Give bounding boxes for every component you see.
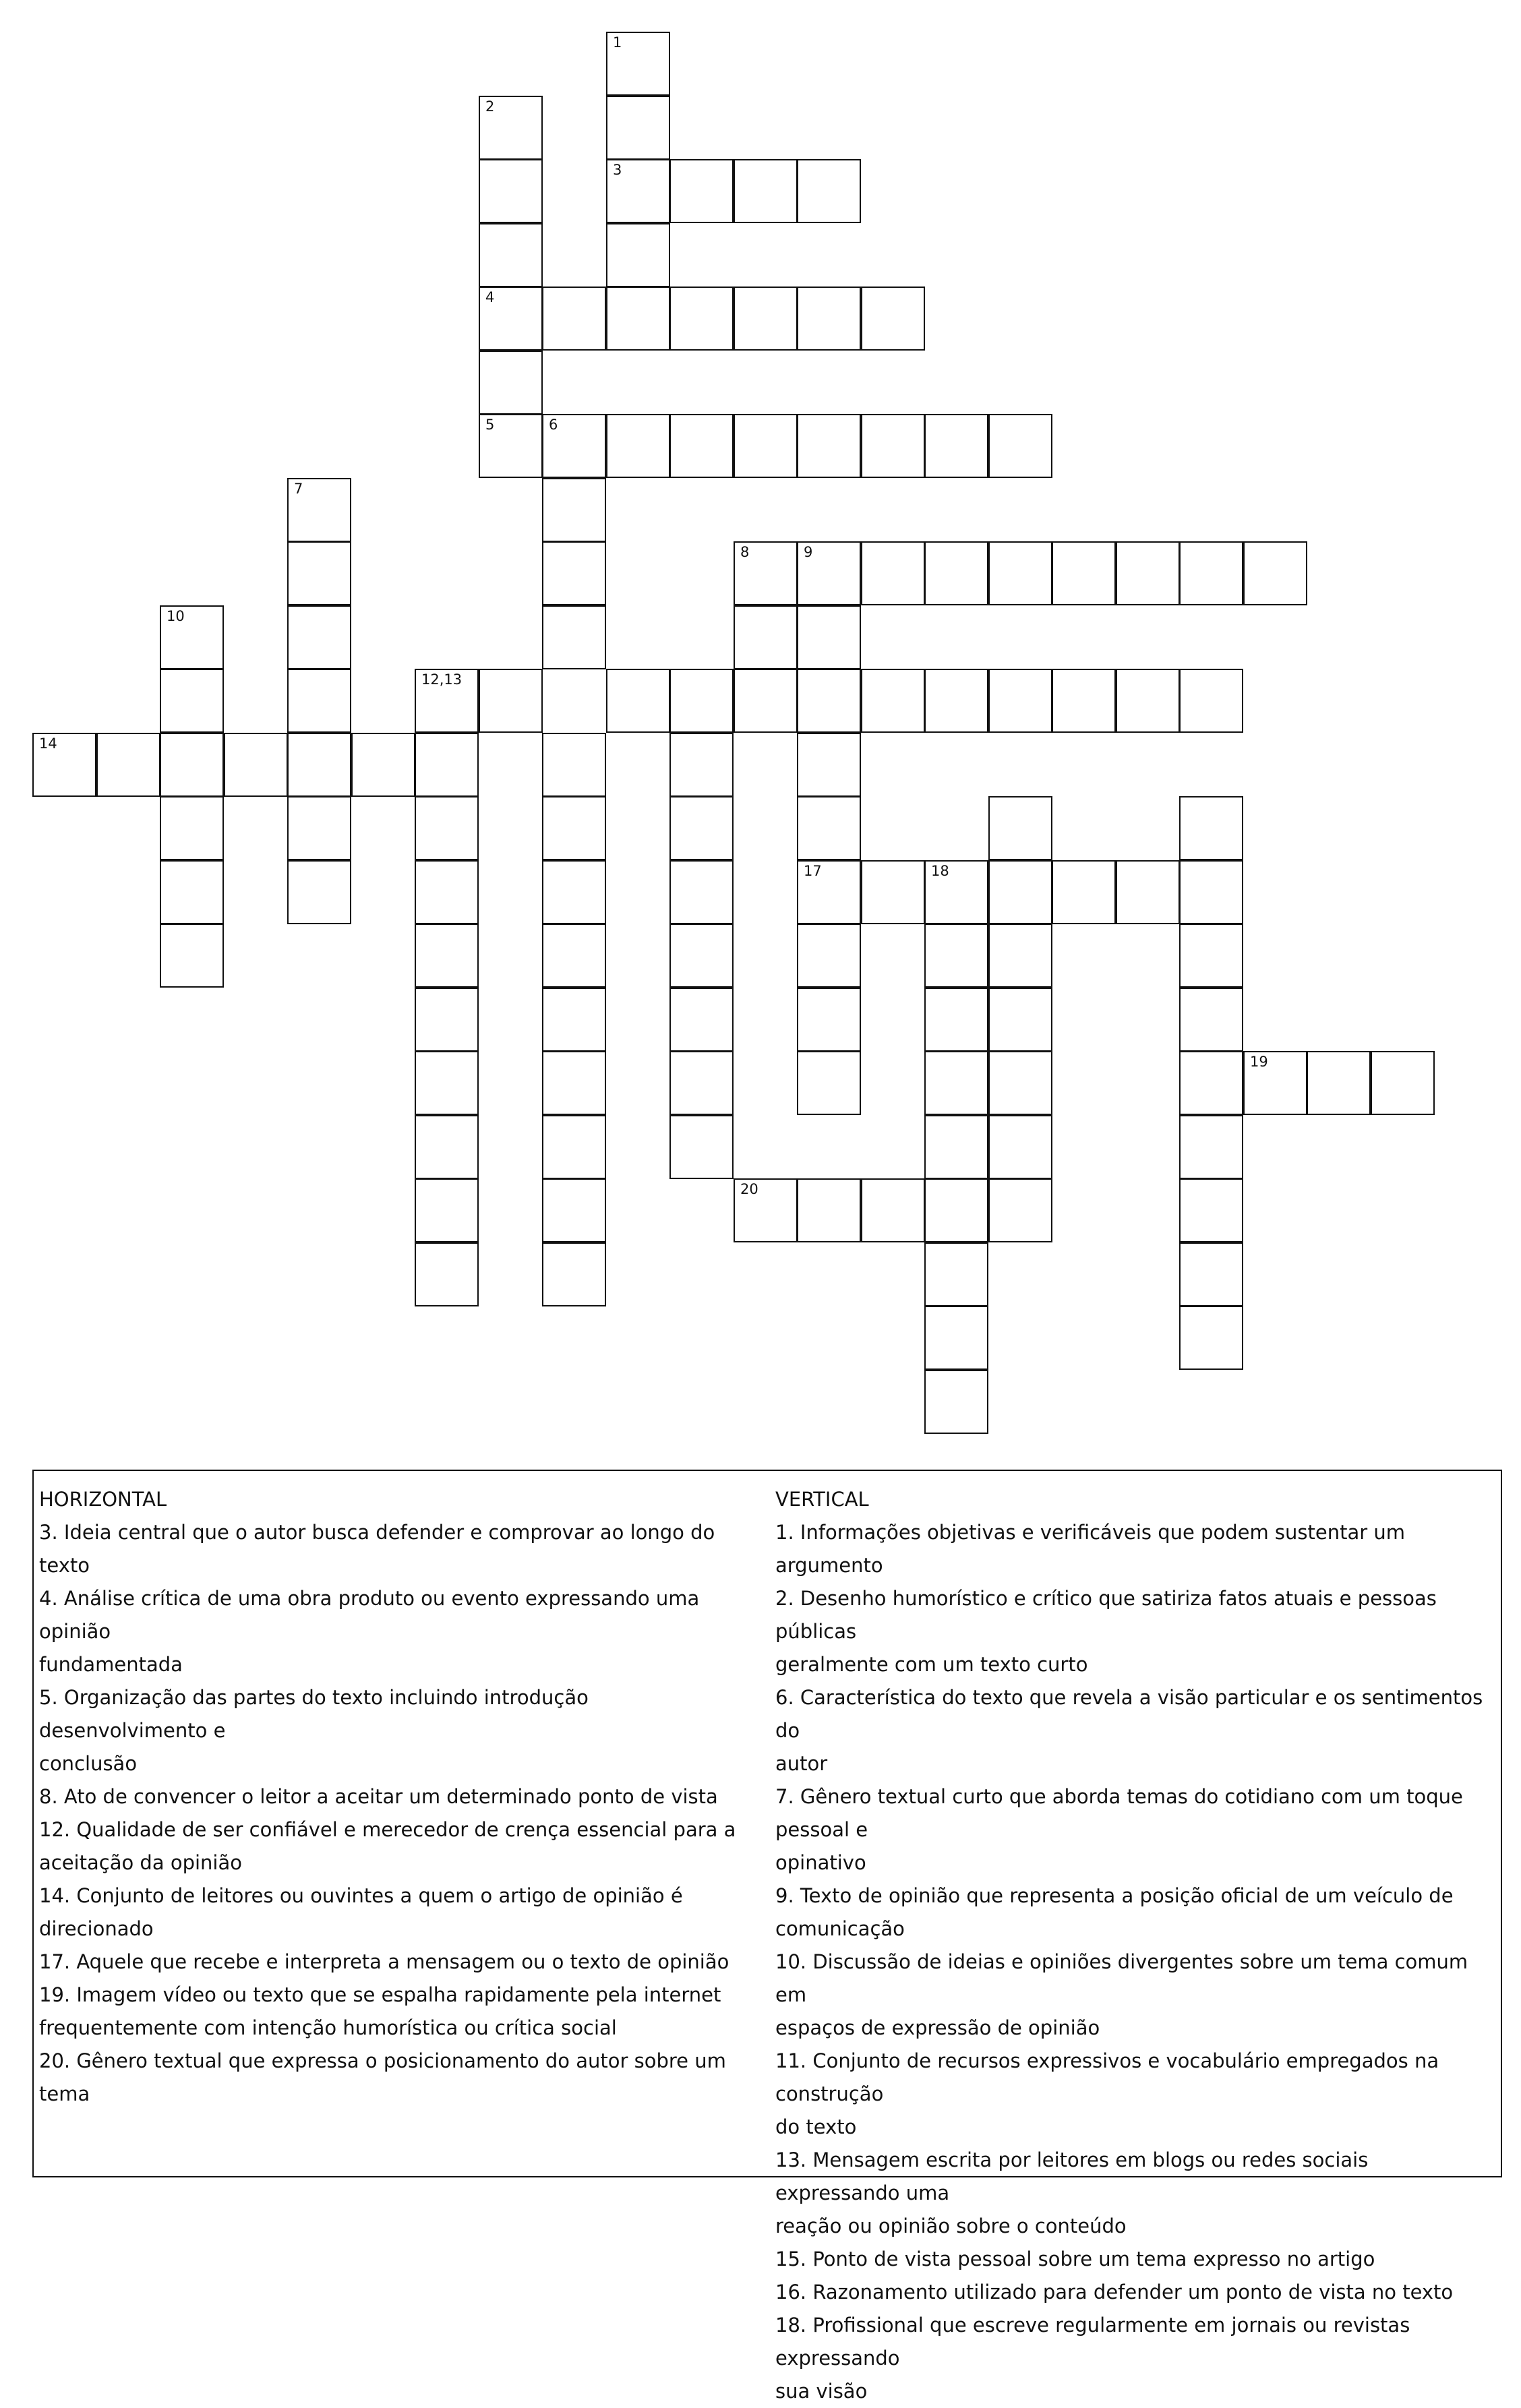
grid-cell[interactable]: [669, 1115, 734, 1179]
grid-cell[interactable]: [542, 478, 606, 542]
grid-cell[interactable]: [734, 669, 798, 733]
grid-cell[interactable]: [734, 605, 798, 669]
grid-cell[interactable]: [797, 541, 861, 605]
grid-cell[interactable]: [924, 1051, 988, 1115]
grid-cell[interactable]: [797, 159, 861, 223]
grid-cell[interactable]: [415, 1051, 479, 1115]
grid-cell[interactable]: [669, 796, 734, 860]
grid-cell[interactable]: [1179, 1115, 1243, 1179]
grid-cell[interactable]: [924, 541, 988, 605]
clue-line: geralmente com um texto curto: [775, 1653, 1088, 1676]
clue-line: conclusão: [39, 1752, 138, 1775]
grid-cell[interactable]: [861, 860, 925, 924]
grid-cell[interactable]: [542, 1178, 606, 1242]
grid-cell[interactable]: [988, 988, 1052, 1052]
grid-cell[interactable]: [1052, 541, 1116, 605]
clue-line: autor: [775, 1752, 828, 1775]
grid-cell[interactable]: [1052, 669, 1116, 733]
grid-cell[interactable]: [1116, 669, 1180, 733]
grid-cell[interactable]: [734, 159, 798, 223]
grid-cell[interactable]: [287, 669, 351, 733]
clue-line: 5. Organização das partes do texto incluindo introdução desenvolvimento e: [39, 1686, 589, 1742]
grid-cell[interactable]: [479, 351, 543, 415]
grid-cell[interactable]: [160, 605, 224, 669]
grid-cell[interactable]: [351, 733, 415, 797]
clue-line: 2. Desenho humorístico e crítico que satiriza fatos atuais e pessoas públicas: [775, 1587, 1437, 1643]
grid-cell[interactable]: [542, 414, 606, 478]
grid-cell[interactable]: [542, 860, 606, 924]
clue-number: 7: [294, 481, 303, 497]
clue-line: 15. Ponto de vista pessoal sobre um tema expresso no artigo: [775, 2248, 1375, 2270]
grid-cell[interactable]: [988, 796, 1052, 860]
horizontal-heading: HORIZONTAL: [39, 1488, 167, 1511]
clue-line: 9. Texto de opinião que representa a posição oficial de um veículo de: [775, 1884, 1454, 1907]
vertical-heading: VERTICAL: [775, 1488, 869, 1511]
grid-cell[interactable]: [542, 988, 606, 1052]
grid-cell[interactable]: [542, 541, 606, 605]
clue-line: 1. Informações objetivas e verificáveis que podem sustentar um argumento: [775, 1521, 1406, 1577]
grid-cell[interactable]: [988, 669, 1052, 733]
clue-line: 18. Profissional que escreve regularmente em jornais ou revistas expressando: [775, 2314, 1410, 2370]
grid-cell[interactable]: [415, 733, 479, 797]
grid-cell[interactable]: [1179, 1306, 1243, 1370]
grid-cell[interactable]: [861, 1178, 925, 1242]
grid-cell[interactable]: [1243, 541, 1307, 605]
clue-line: 10. Discussão de ideias e opiniões divergentes sobre um tema comum em: [775, 1950, 1468, 2006]
grid-cell[interactable]: [924, 1370, 988, 1434]
clue-line: 14. Conjunto de leitores ou ouvintes a quem o artigo de opinião é direcionado: [39, 1884, 683, 1940]
grid-cell[interactable]: [415, 988, 479, 1052]
grid-cell[interactable]: [669, 159, 734, 223]
grid-cell[interactable]: [797, 1178, 861, 1242]
grid-cell[interactable]: [287, 733, 351, 797]
grid-cell[interactable]: [924, 924, 988, 988]
grid-cell[interactable]: [924, 988, 988, 1052]
clue-number: 12,13: [421, 671, 463, 688]
grid-cell[interactable]: [797, 860, 861, 924]
grid-cell[interactable]: [734, 541, 798, 605]
grid-cell[interactable]: [797, 1051, 861, 1115]
clue-number: 1: [613, 34, 622, 51]
grid-cell[interactable]: [924, 1178, 988, 1242]
grid-cell[interactable]: [988, 924, 1052, 988]
grid-cell[interactable]: [988, 1051, 1052, 1115]
grid-cell[interactable]: [1179, 860, 1243, 924]
grid-cell[interactable]: [1179, 1051, 1243, 1115]
clue-line: opinativo: [775, 1851, 866, 1874]
grid-cell[interactable]: [1052, 860, 1116, 924]
clue-line: 6. Característica do texto que revela a visão particular e os sentimentos do: [775, 1686, 1483, 1742]
vertical-clues: [775, 1483, 1497, 2408]
grid-cell[interactable]: [606, 414, 670, 478]
clue-line: reação ou opinião sobre o conteúdo: [775, 2215, 1127, 2237]
clue-number: 14: [39, 735, 57, 752]
grid-cell[interactable]: [542, 287, 606, 351]
grid-cell[interactable]: [479, 223, 543, 287]
grid-cell[interactable]: [542, 605, 606, 669]
clues-box: [32, 1470, 1502, 2403]
grid-cell[interactable]: [988, 414, 1052, 478]
clue-line: 17. Aquele que recebe e interpreta a mensagem ou o texto de opinião: [39, 1950, 729, 1973]
grid-cell[interactable]: [669, 924, 734, 988]
grid-cell[interactable]: [542, 1115, 606, 1179]
grid-cell[interactable]: [924, 1306, 988, 1370]
grid-cell[interactable]: [797, 733, 861, 797]
grid-cell[interactable]: [669, 733, 734, 797]
grid-cell[interactable]: [415, 924, 479, 988]
clue-number: 10: [167, 608, 185, 624]
grid-cell[interactable]: [287, 541, 351, 605]
grid-cell[interactable]: [224, 733, 288, 797]
clue-number: 19: [1250, 1054, 1268, 1070]
horizontal-clues: [39, 1483, 760, 2111]
grid-cell[interactable]: [1307, 1051, 1371, 1115]
grid-cell[interactable]: [734, 414, 798, 478]
clue-number: 9: [804, 544, 813, 560]
clue-number: 3: [613, 162, 622, 178]
grid-cell[interactable]: [606, 223, 670, 287]
grid-cell[interactable]: [287, 860, 351, 924]
grid-cell[interactable]: [287, 478, 351, 542]
clue-line: fundamentada: [39, 1653, 183, 1676]
grid-cell[interactable]: [415, 1115, 479, 1179]
grid-cell[interactable]: [924, 414, 988, 478]
grid-cell[interactable]: [797, 988, 861, 1052]
grid-cell[interactable]: [542, 1051, 606, 1115]
grid-cell[interactable]: [1371, 1051, 1435, 1115]
grid-cell[interactable]: [924, 1115, 988, 1179]
grid-cell[interactable]: [861, 287, 925, 351]
grid-cell[interactable]: [797, 287, 861, 351]
clue-line: 20. Gênero textual que expressa o posicionamento do autor sobre um tema: [39, 2049, 726, 2105]
grid-cell[interactable]: [1179, 541, 1243, 605]
grid-cell[interactable]: [606, 32, 670, 96]
clue-number: 20: [740, 1181, 758, 1197]
clue-line: 11. Conjunto de recursos expressivos e vocabulário empregados na construção: [775, 2049, 1439, 2105]
grid-cell[interactable]: [669, 414, 734, 478]
grid-cell[interactable]: [797, 669, 861, 733]
clue-line: 12. Qualidade de ser confiável e merecedor de crença essencial para a: [39, 1818, 736, 1841]
clue-line: sua visão: [775, 2380, 868, 2403]
grid-cell[interactable]: [160, 924, 224, 988]
grid-cell[interactable]: [669, 988, 734, 1052]
grid-cell[interactable]: [861, 414, 925, 478]
grid-cell[interactable]: [160, 733, 224, 797]
grid-cell[interactable]: [1179, 796, 1243, 860]
grid-cell[interactable]: [606, 669, 670, 733]
grid-cell[interactable]: [415, 860, 479, 924]
grid-cell[interactable]: [606, 96, 670, 160]
grid-cell[interactable]: [988, 860, 1052, 924]
clue-line: aceitação da opinião: [39, 1851, 242, 1874]
grid-cell[interactable]: [542, 796, 606, 860]
clue-number: 8: [740, 544, 750, 560]
grid-cell[interactable]: [542, 924, 606, 988]
grid-cell[interactable]: [1179, 1178, 1243, 1242]
grid-cell[interactable]: [32, 733, 96, 797]
grid-cell[interactable]: [415, 669, 479, 733]
clue-number: 2: [485, 98, 495, 115]
grid-cell[interactable]: [734, 287, 798, 351]
grid-cell[interactable]: [96, 733, 160, 797]
grid-cell[interactable]: [542, 1242, 606, 1306]
grid-cell[interactable]: [669, 287, 734, 351]
clue-number: 5: [485, 417, 495, 433]
clue-line: espaços de expressão de opinião: [775, 2016, 1100, 2039]
clue-line: 3. Ideia central que o autor busca defender e comprovar ao longo do texto: [39, 1521, 715, 1577]
clue-line: 16. Razonamento utilizado para defender um ponto de vista no texto: [775, 2281, 1454, 2304]
grid-cell[interactable]: [924, 669, 988, 733]
grid-cell[interactable]: [734, 1178, 798, 1242]
grid-cell[interactable]: [1179, 669, 1243, 733]
grid-cell[interactable]: [479, 414, 543, 478]
grid-cell[interactable]: [988, 541, 1052, 605]
clue-number: 4: [485, 289, 495, 305]
clue-number: 18: [931, 863, 949, 879]
grid-cell[interactable]: [861, 541, 925, 605]
grid-cell[interactable]: [988, 1178, 1052, 1242]
grid-cell[interactable]: [160, 669, 224, 733]
grid-cell[interactable]: [669, 860, 734, 924]
grid-cell[interactable]: [1116, 541, 1180, 605]
grid-cell[interactable]: [797, 605, 861, 669]
grid-cell[interactable]: [797, 924, 861, 988]
grid-cell[interactable]: [479, 287, 543, 351]
grid-cell[interactable]: [1179, 924, 1243, 988]
grid-cell[interactable]: [479, 96, 543, 160]
grid-cell[interactable]: [606, 159, 670, 223]
grid-cell[interactable]: [924, 860, 988, 924]
grid-cell[interactable]: [861, 669, 925, 733]
grid-cell[interactable]: [479, 159, 543, 223]
grid-cell[interactable]: [669, 1051, 734, 1115]
clue-line: frequentemente com intenção humorística ou crítica social: [39, 2016, 617, 2039]
grid-cell[interactable]: [415, 1178, 479, 1242]
grid-cell[interactable]: [415, 796, 479, 860]
grid-cell[interactable]: [287, 605, 351, 669]
grid-cell[interactable]: [606, 287, 670, 351]
grid-cell[interactable]: [1116, 860, 1180, 924]
grid-cell[interactable]: [160, 796, 224, 860]
grid-cell[interactable]: [1243, 1051, 1307, 1115]
grid-cell[interactable]: [542, 733, 606, 797]
grid-cell[interactable]: [924, 1242, 988, 1306]
clue-line: 7. Gênero textual curto que aborda temas do cotidiano com um toque pessoal e: [775, 1785, 1463, 1841]
clue-line: 19. Imagem vídeo ou texto que se espalha rapidamente pela internet: [39, 1983, 721, 2006]
clue-line: 8. Ato de convencer o leitor a aceitar um determinado ponto de vista: [39, 1785, 718, 1808]
grid-cell[interactable]: [797, 414, 861, 478]
clue-number: 6: [549, 417, 558, 433]
clue-line: comunicação: [775, 1917, 905, 1940]
grid-cell[interactable]: [160, 860, 224, 924]
grid-cell[interactable]: [415, 1242, 479, 1306]
clue-line: 4. Análise crítica de uma obra produto ou evento expressando uma opinião: [39, 1587, 700, 1643]
grid-cell[interactable]: [479, 669, 543, 733]
grid-cell[interactable]: [797, 796, 861, 860]
grid-cell[interactable]: [669, 669, 734, 733]
grid-cell[interactable]: [1179, 988, 1243, 1052]
clue-line: do texto: [775, 2115, 857, 2138]
grid-cell[interactable]: [287, 796, 351, 860]
clue-number: 17: [804, 863, 822, 879]
grid-cell[interactable]: [1179, 1242, 1243, 1306]
clue-line: 13. Mensagem escrita por leitores em blogs ou redes sociais expressando uma: [775, 2148, 1369, 2204]
grid-cell[interactable]: [988, 1115, 1052, 1179]
